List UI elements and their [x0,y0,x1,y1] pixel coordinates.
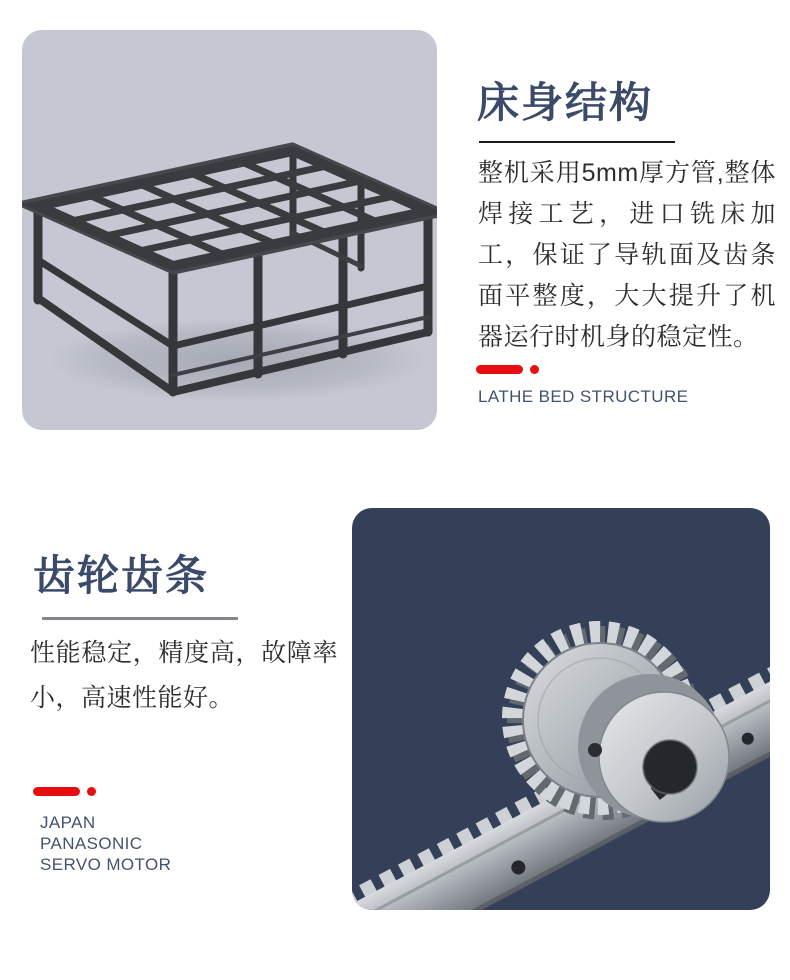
section-title-gear-rack: 齿轮齿条 [33,552,210,599]
lathe-bed-image-card [22,30,437,430]
lathe-bed-caption: LATHE BED STRUCTURE [478,387,689,406]
red-dot-icon [530,365,539,374]
title-underline-gray [42,617,238,620]
red-dash-icon [33,787,80,796]
gear-rack-image-card [352,508,770,910]
gear-rack-caption: JAPAN PANASONIC SERVO MOTOR [40,813,172,874]
red-dash-divider [33,787,96,796]
lathe-bed-description: 整机采用5mm厚方管,整体焊接工艺，进口铣床加工，保证了导轨面及齿条面平整度，大大提升了机器运行时机身的稳定性。 [478,159,776,351]
gear-rack-illustration [352,508,770,910]
section-title-lathe-bed: 床身结构 [477,79,654,126]
red-dot-icon [87,787,96,796]
red-dash-divider [476,365,539,374]
title-underline-dark [479,141,675,143]
bed-frame-illustration [22,30,437,430]
red-dash-icon [476,365,523,374]
gear-rack-description: 性能稳定，精度高，故障率小，高速性能好。 [30,639,338,712]
